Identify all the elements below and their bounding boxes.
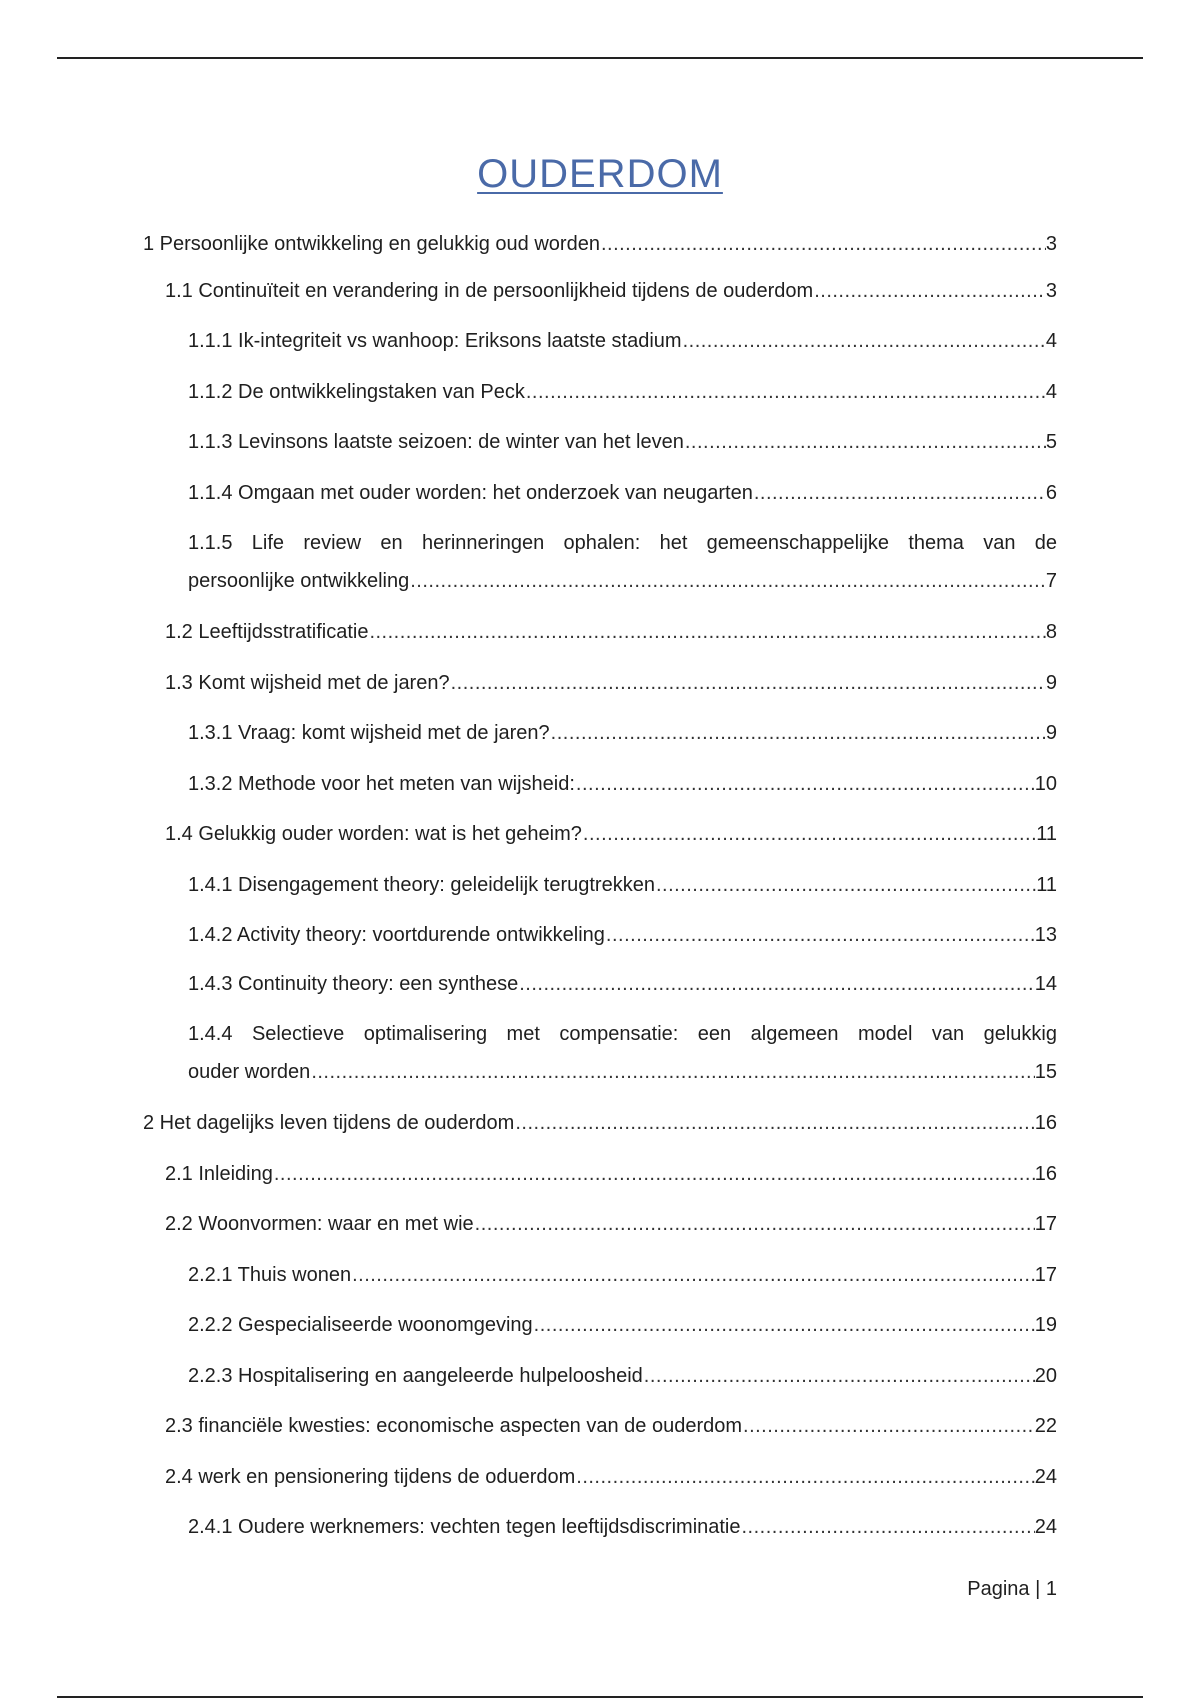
toc-page-number: 9 (1045, 672, 1057, 694)
toc-page-number: 24 (1034, 1516, 1057, 1538)
toc-entry-label: 1.2 Leeftijdsstratificatie (165, 621, 369, 643)
toc-entry-label: 2.2.3 Hospitalisering en aangeleerde hulpeloosheid (188, 1365, 643, 1387)
toc-entry-label: 2.4 werk en pensionering tijdens de oduerdom (165, 1466, 576, 1488)
toc-entry-1-3-2[interactable] (188, 765, 1057, 803)
toc-entry-label-line1: 1.1.5 Life review en herinneringen ophalen: het gemeenschappelijke thema van de (188, 532, 1057, 554)
toc-dot-leader (742, 1508, 1035, 1546)
toc-dot-leader (526, 373, 1046, 411)
toc-page-number: 8 (1045, 621, 1057, 643)
toc-page-number: 17 (1034, 1213, 1057, 1235)
toc-entry-1-4-4[interactable] (188, 1015, 1057, 1091)
document-title (0, 152, 1200, 197)
toc-page-number: 16 (1034, 1163, 1057, 1185)
toc-page-number: 6 (1045, 482, 1057, 504)
toc-entry-2-4-1[interactable] (188, 1508, 1057, 1546)
toc-dot-leader (369, 613, 1045, 651)
toc-page-number: 3 (1045, 233, 1057, 255)
toc-entry-1-1-2[interactable] (188, 373, 1057, 411)
toc-dot-leader (475, 1205, 1035, 1243)
toc-dot-leader (644, 1357, 1035, 1395)
toc-entry-1-2[interactable] (165, 613, 1057, 651)
toc-page-number: 24 (1034, 1466, 1057, 1488)
toc-dot-leader (683, 322, 1046, 360)
toc-dot-leader (519, 965, 1035, 1003)
toc-dot-leader (410, 562, 1046, 600)
toc-entry-1[interactable] (143, 225, 1057, 263)
toc-entry-1-1[interactable] (165, 272, 1057, 310)
toc-entry-label-line2: ouder worden (188, 1061, 311, 1083)
toc-dot-leader (814, 272, 1046, 310)
toc-entry-label: 1 Persoonlijke ontwikkeling en gelukkig oud worden (143, 233, 600, 255)
toc-entry-1-1-1[interactable] (188, 322, 1057, 360)
toc-page-number: 3 (1045, 280, 1057, 302)
toc-page-number: 17 (1034, 1264, 1057, 1286)
toc-entry-1-1-3[interactable] (188, 423, 1057, 461)
toc-page-number: 14 (1034, 973, 1057, 995)
toc-entry-2-2-1[interactable] (188, 1256, 1057, 1294)
toc-entry-label-line1: 1.4.4 Selectieve optimalisering met compensatie: een algemeen model van gelukkig (188, 1023, 1057, 1045)
toc-entry-label: 1.4.1 Disengagement theory: geleidelijk terugtrekken (188, 874, 655, 896)
toc-entry-label: 1.1 Continuïteit en verandering in de persoonlijkheid tijdens de ouderdom (165, 280, 814, 302)
toc-dot-leader (451, 664, 1046, 702)
toc-page-number: 9 (1045, 722, 1057, 744)
toc-dot-leader (606, 916, 1035, 954)
toc-entry-1-1-5[interactable] (188, 524, 1057, 600)
toc-entry-1-3[interactable] (165, 664, 1057, 702)
toc-page-number: 20 (1034, 1365, 1057, 1387)
toc-entry-label: 1.1.4 Omgaan met ouder worden: het onderzoek van neugarten (188, 482, 753, 504)
toc-entry-2-4[interactable] (165, 1458, 1057, 1496)
toc-entry-label: 1.1.3 Levinsons laatste seizoen: de winter van het leven (188, 431, 684, 453)
toc-entry-1-4[interactable] (165, 815, 1057, 853)
toc-dot-leader (656, 866, 1036, 904)
toc-page-number: 10 (1034, 773, 1057, 795)
toc-page-number: 16 (1034, 1112, 1057, 1134)
document-title-text: OUDERDOM (477, 152, 723, 196)
toc-dot-leader (754, 474, 1046, 512)
toc-entry-label: 1.3.1 Vraag: komt wijsheid met de jaren? (188, 722, 550, 744)
toc-entry-label: 1.3 Komt wijsheid met de jaren? (165, 672, 450, 694)
toc-page-number: 4 (1045, 330, 1057, 352)
toc-entry-2-2-3[interactable] (188, 1357, 1057, 1395)
toc-dot-leader (583, 815, 1036, 853)
toc-entry-label: 1.3.2 Methode voor het meten van wijsheid: (188, 773, 575, 795)
toc-entry-2[interactable] (143, 1104, 1057, 1142)
toc-dot-leader (311, 1053, 1034, 1091)
toc-entry-1-1-4[interactable] (188, 474, 1057, 512)
toc-entry-label: 2.2.1 Thuis wonen (188, 1264, 352, 1286)
toc-dot-leader (685, 423, 1046, 461)
toc-dot-leader (352, 1256, 1035, 1294)
toc-entry-label: 1.1.1 Ik-integriteit vs wanhoop: Eriksons laatste stadium (188, 330, 682, 352)
footer-rule (57, 1696, 1143, 1698)
toc-page-number: 11 (1036, 823, 1057, 845)
toc-entry-1-3-1[interactable] (188, 714, 1057, 752)
toc-entry-1-4-1[interactable] (188, 866, 1057, 904)
toc-page-number: 11 (1036, 874, 1057, 896)
toc-entry-2-3[interactable] (165, 1407, 1057, 1445)
toc-page-number: 22 (1034, 1415, 1057, 1437)
toc-dot-leader (515, 1104, 1034, 1142)
toc-dot-leader (551, 714, 1046, 752)
toc-entry-1-4-3[interactable] (188, 965, 1057, 1003)
toc-page-number: 19 (1034, 1314, 1057, 1336)
toc-page-number: 13 (1034, 924, 1057, 946)
toc-dot-leader (576, 1458, 1034, 1496)
toc-dot-leader (601, 225, 1046, 263)
toc-entry-label: 2 Het dagelijks leven tijdens de ouderdom (143, 1112, 515, 1134)
toc-dot-leader (743, 1407, 1035, 1445)
toc-entry-1-4-2[interactable] (188, 916, 1057, 954)
toc-entry-label-line2: persoonlijke ontwikkeling (188, 570, 410, 592)
toc-page-number: 15 (1034, 1061, 1057, 1083)
toc-entry-label: 1.1.2 De ontwikkelingstaken van Peck (188, 381, 525, 403)
toc-page-number: 5 (1045, 431, 1057, 453)
toc-entry-2-2-2[interactable] (188, 1306, 1057, 1344)
toc-entry-label: 1.4.2 Activity theory: voortdurende ontwikkeling (188, 924, 605, 946)
toc-entry-label: 2.3 financiële kwesties: economische aspecten van de ouderdom (165, 1415, 743, 1437)
toc-page-number: 7 (1045, 570, 1057, 592)
toc-dot-leader (576, 765, 1035, 803)
toc-dot-leader (534, 1306, 1035, 1344)
toc-entry-label: 2.2.2 Gespecialiseerde woonomgeving (188, 1314, 533, 1336)
toc-entry-2-2[interactable] (165, 1205, 1057, 1243)
toc-entry-label: 1.4.3 Continuity theory: een synthese (188, 973, 519, 995)
header-rule (57, 57, 1143, 59)
toc-entry-label: 1.4 Gelukkig ouder worden: wat is het geheim? (165, 823, 582, 845)
toc-page-number: 4 (1045, 381, 1057, 403)
toc-entry-label: 2.2 Woonvormen: waar en met wie (165, 1213, 474, 1235)
page-footer: Pagina | 1 (967, 1578, 1057, 1600)
toc-dot-leader (274, 1155, 1035, 1193)
toc-entry-2-1[interactable] (165, 1155, 1057, 1193)
toc-entry-label: 2.4.1 Oudere werknemers: vechten tegen leeftijdsdiscriminatie (188, 1516, 741, 1538)
toc-entry-label: 2.1 Inleiding (165, 1163, 273, 1185)
